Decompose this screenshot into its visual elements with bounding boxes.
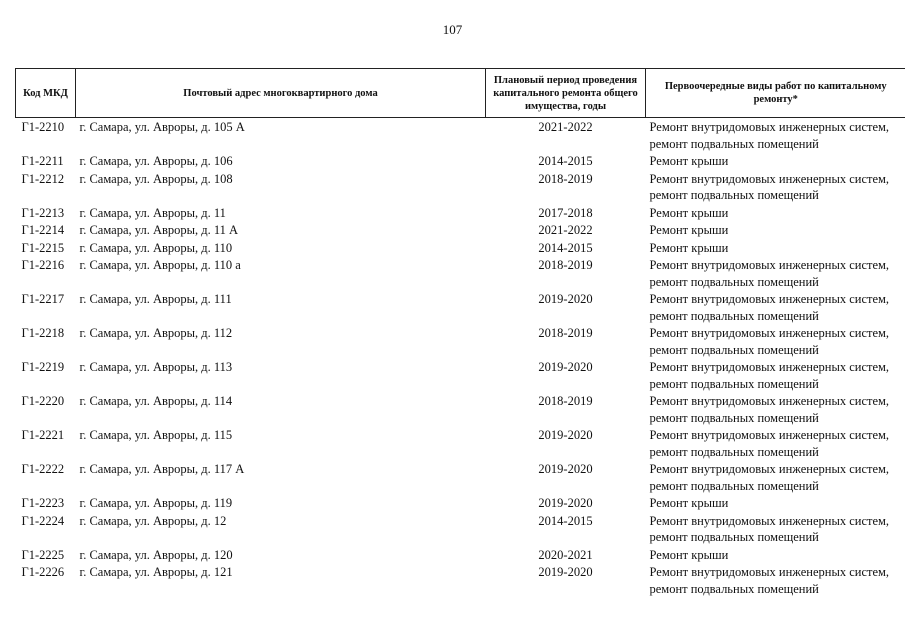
cell-works	[646, 324, 905, 358]
works-line: Ремонт крыши	[649, 205, 729, 220]
table-row	[16, 256, 905, 290]
works-line: Ремонт внутридомовых инженерных систем,	[649, 394, 890, 408]
capital-repair-table	[15, 68, 905, 597]
cell-period: 2021-2022	[538, 223, 593, 237]
cell-code: Г1-2222	[21, 462, 65, 476]
cell-code: Г1-2219	[21, 360, 65, 374]
cell-address: г. Самара, ул. Авроры, д. 112	[79, 326, 233, 340]
works-line: ремонт подвальных помещений	[649, 136, 819, 151]
works-line: ремонт подвальных помещений	[649, 342, 819, 357]
works-line: Ремонт внутридомовых инженерных систем,	[649, 120, 890, 134]
cell-address: г. Самара, ул. Авроры, д. 121	[79, 565, 233, 579]
cell-code: Г1-2210	[21, 120, 65, 134]
works-line: ремонт подвальных помещений	[649, 410, 819, 425]
cell-address: г. Самара, ул. Авроры, д. 110 а	[79, 258, 241, 272]
table-row	[16, 392, 905, 426]
cell-code: Г1-2212	[21, 171, 65, 186]
cell-code: Г1-2217	[21, 292, 65, 306]
cell-code: Г1-2218	[21, 326, 65, 340]
table-row	[16, 460, 905, 494]
cell-period: 2018-2019	[538, 258, 593, 272]
cell-address: г. Самара, ул. Авроры, д. 11 А	[79, 223, 239, 237]
cell-works	[646, 170, 905, 204]
cell-address: г. Самара, ул. Авроры, д. 111	[79, 292, 232, 306]
cell-address: г. Самара, ул. Авроры, д. 117 А	[79, 462, 245, 476]
cell-period: 2019-2020	[538, 565, 593, 579]
cell-address: г. Самара, ул. Авроры, д. 106	[79, 154, 233, 168]
works-line: ремонт подвальных помещений	[649, 444, 819, 459]
cell-address: г. Самара, ул. Авроры, д. 113	[79, 360, 233, 374]
works-line: Ремонт внутридомовых инженерных систем,	[649, 360, 890, 374]
table-header-row	[16, 69, 905, 118]
works-line: Ремонт внутридомовых инженерных систем,	[649, 292, 890, 306]
cell-works	[646, 546, 905, 564]
table-row	[16, 118, 905, 153]
cell-code: Г1-2223	[21, 496, 65, 510]
cell-code: Г1-2221	[21, 428, 65, 442]
cell-works	[646, 256, 905, 290]
cell-period: 2014-2015	[538, 154, 593, 168]
table-row	[16, 152, 905, 170]
cell-code: Г1-2215	[21, 240, 65, 255]
cell-address: г. Самара, ул. Авроры, д. 114	[79, 394, 233, 408]
cell-period: 2020-2021	[538, 547, 593, 562]
cell-address: г. Самара, ул. Авроры, д. 108	[79, 171, 233, 186]
cell-address: г. Самара, ул. Авроры, д. 115	[79, 428, 233, 442]
works-line: ремонт подвальных помещений	[649, 478, 819, 493]
cell-works	[646, 118, 905, 153]
header-address: Почтовый адрес многоквартирного дома	[76, 69, 486, 118]
table-row	[16, 221, 905, 239]
table-row	[16, 324, 905, 358]
cell-address: г. Самара, ул. Авроры, д. 110	[79, 240, 233, 255]
cell-period: 2019-2020	[538, 360, 593, 374]
cell-works	[646, 512, 905, 546]
works-line: ремонт подвальных помещений	[649, 308, 819, 323]
works-line: Ремонт внутридомовых инженерных систем,	[649, 326, 890, 340]
cell-period: 2018-2019	[538, 171, 593, 186]
header-period: Плановый период проведения капитального ремонта общего имущества, годы	[486, 69, 646, 118]
works-line: ремонт подвальных помещений	[649, 376, 819, 391]
table-body	[16, 118, 905, 598]
works-line: Ремонт крыши	[649, 547, 729, 562]
cell-period: 2019-2020	[538, 496, 593, 510]
cell-works	[646, 460, 905, 494]
cell-works	[646, 239, 905, 257]
cell-period: 2014-2015	[538, 240, 593, 255]
cell-works	[646, 204, 905, 222]
cell-period: 2017-2018	[538, 205, 593, 220]
works-line: Ремонт крыши	[649, 496, 729, 510]
cell-code: Г1-2216	[21, 258, 65, 272]
works-line: Ремонт внутридомовых инженерных систем,	[649, 428, 890, 442]
works-line: Ремонт внутридомовых инженерных систем,	[649, 565, 890, 579]
cell-works	[646, 494, 905, 512]
table-row	[16, 494, 905, 512]
table-row	[16, 546, 905, 564]
table-row	[16, 563, 905, 597]
table-row	[16, 239, 905, 257]
works-line: Ремонт внутридомовых инженерных систем,	[649, 462, 890, 476]
table-row	[16, 426, 905, 460]
cell-address: г. Самара, ул. Авроры, д. 12	[79, 513, 227, 528]
cell-period: 2018-2019	[538, 326, 593, 340]
table-row	[16, 358, 905, 392]
cell-period: 2014-2015	[538, 513, 593, 528]
table-row	[16, 290, 905, 324]
cell-works	[646, 358, 905, 392]
cell-works	[646, 152, 905, 170]
works-line: ремонт подвальных помещений	[649, 188, 819, 202]
page-number: 107	[442, 22, 463, 37]
works-line: Ремонт внутридомовых инженерных систем,	[649, 513, 890, 528]
works-line: Ремонт внутридомовых инженерных систем,	[649, 171, 890, 186]
cell-code: Г1-2214	[21, 223, 65, 237]
cell-period: 2018-2019	[538, 394, 593, 408]
table-row	[16, 204, 905, 222]
cell-code: Г1-2226	[21, 565, 65, 579]
cell-period: 2019-2020	[538, 292, 593, 306]
works-line: Ремонт крыши	[649, 223, 729, 237]
cell-period: 2019-2020	[538, 428, 593, 442]
header-works: Первоочередные виды работ по капитальному ремонту*	[646, 69, 905, 118]
cell-works	[646, 290, 905, 324]
cell-works	[646, 392, 905, 426]
works-line: Ремонт крыши	[649, 240, 729, 255]
cell-address: г. Самара, ул. Авроры, д. 119	[79, 496, 233, 510]
table-row	[16, 512, 905, 546]
cell-code: Г1-2220	[21, 394, 65, 408]
cell-code: Г1-2225	[21, 547, 65, 562]
works-line: Ремонт крыши	[649, 154, 729, 168]
works-line: ремонт подвальных помещений	[649, 274, 819, 289]
header-code: Код МКД	[16, 69, 76, 118]
works-line: Ремонт внутридомовых инженерных систем,	[649, 258, 890, 272]
cell-code: Г1-2213	[21, 205, 65, 220]
cell-works	[646, 221, 905, 239]
cell-address: г. Самара, ул. Авроры, д. 120	[79, 547, 233, 562]
cell-code: Г1-2211	[21, 154, 64, 168]
cell-period: 2019-2020	[538, 462, 593, 476]
works-line: ремонт подвальных помещений	[649, 530, 819, 544]
cell-period: 2021-2022	[538, 120, 593, 134]
cell-works	[646, 563, 905, 597]
table-row	[16, 170, 905, 204]
cell-address: г. Самара, ул. Авроры, д. 105 А	[79, 120, 245, 134]
cell-code: Г1-2224	[21, 513, 65, 528]
cell-address: г. Самара, ул. Авроры, д. 11	[79, 205, 226, 220]
cell-works	[646, 426, 905, 460]
works-line: ремонт подвальных помещений	[649, 581, 819, 596]
